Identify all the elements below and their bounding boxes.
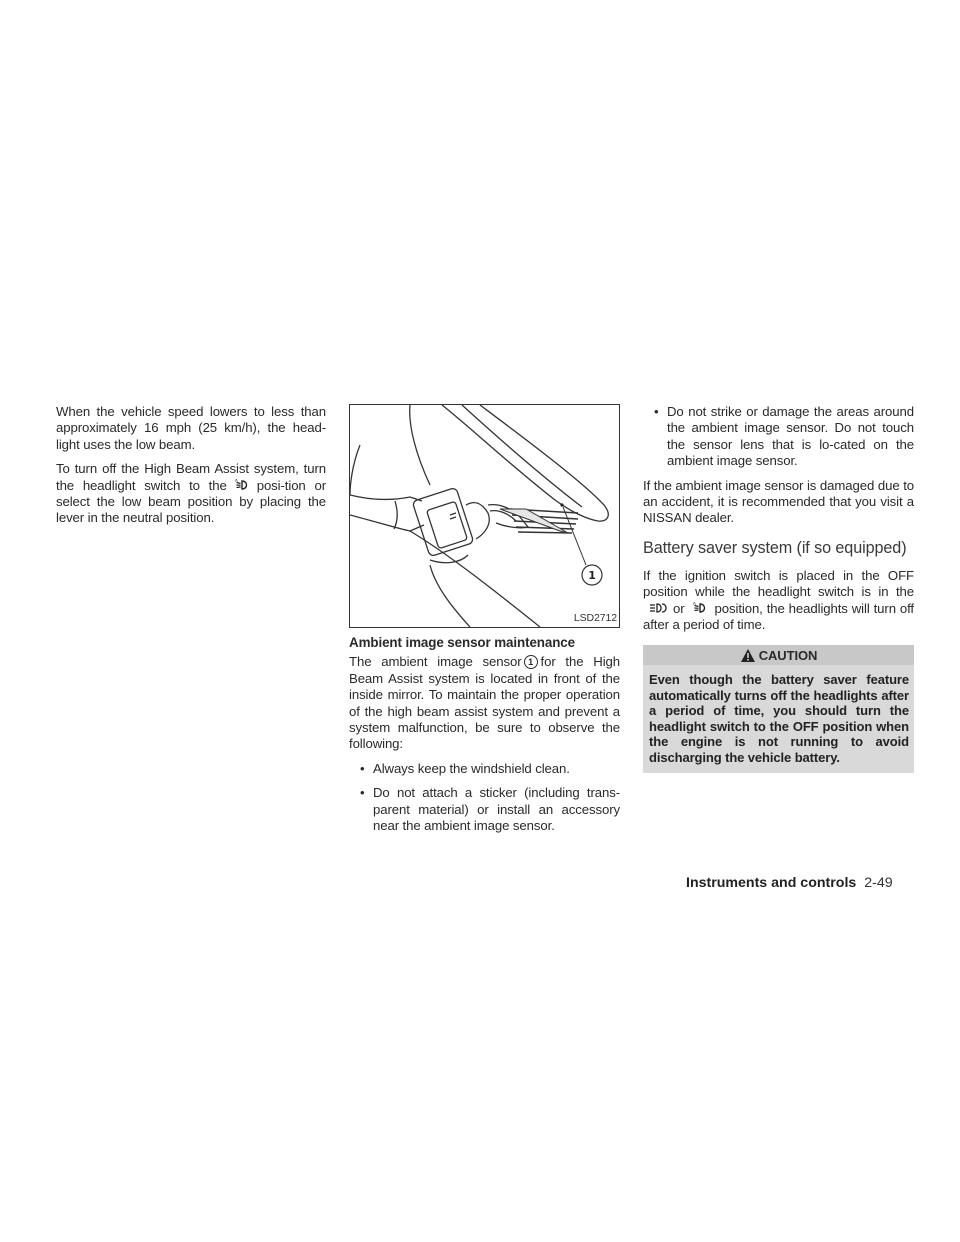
column-right	[643, 404, 914, 773]
bullet-symbol: •	[654, 404, 659, 419]
column-left	[56, 404, 326, 535]
paragraph-part: posi-tion or select the low beam position by placing the lever in the neutral position.	[56, 477, 326, 526]
paragraph-part: or	[673, 600, 685, 616]
paragraph-sensor-location	[349, 654, 620, 752]
paragraph-part: To turn off the High Beam Assist system, turn the headlight switch to the	[56, 461, 326, 493]
list-item	[349, 761, 620, 777]
paragraph-battery-saver	[643, 568, 914, 634]
column-middle	[349, 404, 620, 842]
list-item-text: Do not strike or damage the areas around the ambient image sensor. Do not touch the sensor lens that is lo-cated on the ambient image sensor.	[667, 404, 914, 469]
list-item	[349, 785, 620, 834]
caution-text: Even though the battery saver feature automatically turns off the headlights after a period of time, you should turn the headlight switch to the OFF position when the engine is not running to avoid discharging the vehicle battery.	[649, 672, 909, 765]
page-footer	[686, 875, 893, 891]
paragraph-turn-off-assist	[56, 461, 326, 527]
caution-header	[643, 645, 914, 665]
page-number: 2-49	[864, 875, 893, 891]
bullet-symbol: •	[360, 760, 365, 776]
paragraph-part: If the ignition switch is placed in the OFF position while the headlight switch is in the	[643, 567, 914, 600]
headlight-icon	[643, 602, 673, 614]
paragraph-part: for the High Beam Assist system is located in front of the inside mirror. To maintain the proper operation of the high beam assist system and prevent a system malfunction, be sure to observe the following:	[349, 654, 621, 752]
footer-section-title: Instruments and controls	[686, 875, 857, 891]
list-item	[643, 404, 914, 470]
list-item-text: Do not attach a sticker (including trans-parent material) or install an accessory near the ambient image sensor.	[373, 785, 620, 834]
svg-text:A: A	[692, 601, 696, 606]
caution-triangle-icon	[740, 648, 756, 663]
caution-label: CAUTION	[758, 647, 818, 663]
svg-text:A: A	[234, 478, 238, 483]
auto-headlight-icon	[685, 602, 715, 614]
paragraph-part: The ambient image sensor	[349, 654, 522, 670]
sensor-illustration	[349, 404, 620, 628]
paragraph-part: position, the headlights will turn off after a period of time.	[643, 600, 914, 633]
paragraph-low-beam: When the vehicle speed lowers to less than approximately 16 mph (25 km/h), the head-light uses the low beam.	[56, 404, 326, 452]
bullet-symbol: •	[360, 785, 365, 801]
section-title-battery-saver: Battery saver system (if so equipped)	[643, 538, 907, 557]
section-heading-maintenance: Ambient image sensor maintenance	[349, 635, 575, 650]
caution-box	[643, 645, 914, 772]
figure-code: LSD2712	[573, 610, 618, 626]
paragraph-damage: If the ambient image sensor is damaged due to an accident, it is recommended that you visit a NISSAN dealer.	[643, 477, 914, 526]
list-item-text: Always keep the windshield clean.	[373, 760, 570, 776]
auto-headlight-icon	[227, 479, 257, 491]
callout-number: 1	[588, 569, 596, 582]
callout-marker: 1	[524, 655, 538, 669]
windshield-drawing	[350, 405, 619, 627]
